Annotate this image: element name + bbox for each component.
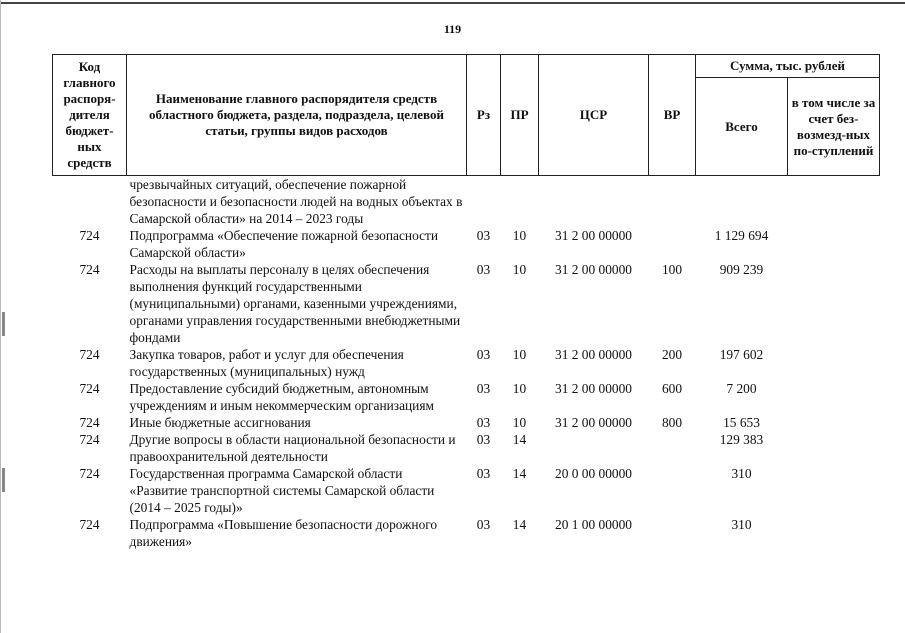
top-rule	[0, 2, 905, 4]
cell-vr: 100	[661, 262, 683, 277]
cell-csr: 31 2 00 00000	[555, 415, 632, 430]
cell-vr	[649, 431, 696, 465]
cell-pr: 10	[512, 381, 527, 396]
cell-rz: 03	[476, 415, 491, 430]
cell-gratuitous	[788, 346, 880, 380]
cell-pr: 14	[512, 466, 527, 481]
header-sum: Сумма, тыс. рублей	[696, 55, 880, 78]
cell-vr: 600	[661, 381, 683, 396]
cell-gratuitous	[788, 380, 880, 414]
cell-csr: 20 0 00 00000	[555, 466, 632, 481]
cell-rz	[467, 176, 501, 228]
left-edge-rule	[0, 0, 1, 633]
cell-total: 7 200	[726, 381, 757, 396]
cell-name: Расходы на выплаты персоналу в целях обеспечения выполнения функций государственными (муниципальными) органами, казенными учреждениями, органами управления государственными внебюджетными фондами	[129, 262, 461, 345]
cell-vr	[649, 176, 696, 228]
table-header	[53, 55, 880, 176]
table-row	[53, 516, 880, 550]
cell-vr: 200	[661, 347, 683, 362]
cell-rz: 03	[476, 347, 491, 362]
cell-vr	[649, 465, 696, 516]
cell-pr: 14	[512, 517, 527, 532]
cell-rz: 03	[476, 466, 491, 481]
cell-rz: 03	[476, 381, 491, 396]
cell-csr	[539, 431, 649, 465]
cell-total: 310	[731, 517, 752, 532]
header-csr: ЦСР	[539, 55, 649, 176]
edge-mark	[2, 312, 5, 336]
cell-total: 15 653	[723, 415, 760, 430]
page-number: 119	[443, 22, 462, 36]
cell-code: 724	[79, 381, 100, 396]
cell-name: Государственная программа Самарской области «Развитие транспортной системы Самарской области (2014 – 2025 годы)»	[129, 466, 435, 515]
cell-total: 129 383	[719, 432, 764, 447]
cell-pr: 14	[512, 432, 527, 447]
cell-name: Предоставление субсидий бюджетным, автономным учреждениям и иным некоммерческим организациям	[129, 381, 434, 413]
cell-csr	[539, 176, 649, 228]
cell-name: чрезвычайных ситуаций, обеспечение пожарной безопасности и безопасности людей на водных объектах в Самарской области» на 2014 – 2023 годы	[129, 177, 463, 226]
cell-name: Другие вопросы в области национальной безопасности и правоохранительной деятельности	[129, 432, 456, 464]
cell-rz: 03	[476, 262, 491, 277]
table-row	[53, 380, 880, 414]
header-total: Всего	[696, 78, 788, 176]
cell-name: Иные бюджетные ассигнования	[129, 415, 311, 430]
header-gratuitous: в том числе за счет без-возмезд-ных по-ступлений	[788, 78, 880, 176]
header-code: Код главного распоря-дителя бюджет-ных средств	[53, 55, 127, 176]
cell-pr: 10	[512, 415, 527, 430]
cell-rz: 03	[476, 517, 491, 532]
cell-gratuitous	[788, 176, 880, 228]
cell-name: Подпрограмма «Повышение безопасности дорожного движения»	[129, 517, 438, 549]
table-row	[53, 414, 880, 431]
cell-pr: 10	[512, 347, 527, 362]
header-rz: Рз	[467, 55, 501, 176]
table-row	[53, 227, 880, 261]
cell-code: 724	[79, 415, 100, 430]
table-row	[53, 465, 880, 516]
table-row	[53, 431, 880, 465]
cell-code: 724	[79, 347, 100, 362]
cell-gratuitous	[788, 431, 880, 465]
cell-code: 724	[79, 466, 100, 481]
header-name: Наименование главного распорядителя средств областного бюджета, раздела, подраздела, целевой статьи, группы видов расходов	[127, 55, 467, 176]
cell-code: 724	[79, 262, 100, 277]
cell-gratuitous	[788, 227, 880, 261]
table-row	[53, 176, 880, 228]
cell-rz: 03	[476, 432, 491, 447]
cell-total: 197 602	[719, 347, 764, 362]
budget-table	[52, 54, 880, 550]
cell-gratuitous	[788, 414, 880, 431]
cell-csr: 31 2 00 00000	[555, 347, 632, 362]
cell-csr: 20 1 00 00000	[555, 517, 632, 532]
cell-rz: 03	[476, 228, 491, 243]
header-vr: ВР	[649, 55, 696, 176]
cell-name: Закупка товаров, работ и услуг для обеспечения государственных (муниципальных) нужд	[129, 347, 404, 379]
cell-code: 724	[79, 517, 100, 532]
cell-name: Подпрограмма «Обеспечение пожарной безопасности Самарской области»	[129, 228, 439, 260]
cell-total: 310	[731, 466, 752, 481]
cell-total	[696, 176, 788, 228]
cell-gratuitous	[788, 261, 880, 346]
cell-gratuitous	[788, 465, 880, 516]
cell-total: 1 129 694	[714, 228, 769, 243]
cell-vr	[649, 227, 696, 261]
edge-mark	[2, 468, 5, 492]
cell-code: 724	[79, 228, 100, 243]
table-row	[53, 261, 880, 346]
cell-vr	[649, 516, 696, 550]
table-row	[53, 346, 880, 380]
cell-code: 724	[79, 432, 100, 447]
cell-vr: 800	[661, 415, 683, 430]
cell-gratuitous	[788, 516, 880, 550]
cell-pr	[501, 176, 539, 228]
cell-csr: 31 2 00 00000	[555, 228, 632, 243]
cell-pr: 10	[512, 262, 527, 277]
cell-total: 909 239	[719, 262, 764, 277]
header-pr: ПР	[501, 55, 539, 176]
table-body	[53, 176, 880, 551]
cell-pr: 10	[512, 228, 527, 243]
cell-csr: 31 2 00 00000	[555, 381, 632, 396]
cell-csr: 31 2 00 00000	[555, 262, 632, 277]
cell-code	[53, 176, 127, 228]
